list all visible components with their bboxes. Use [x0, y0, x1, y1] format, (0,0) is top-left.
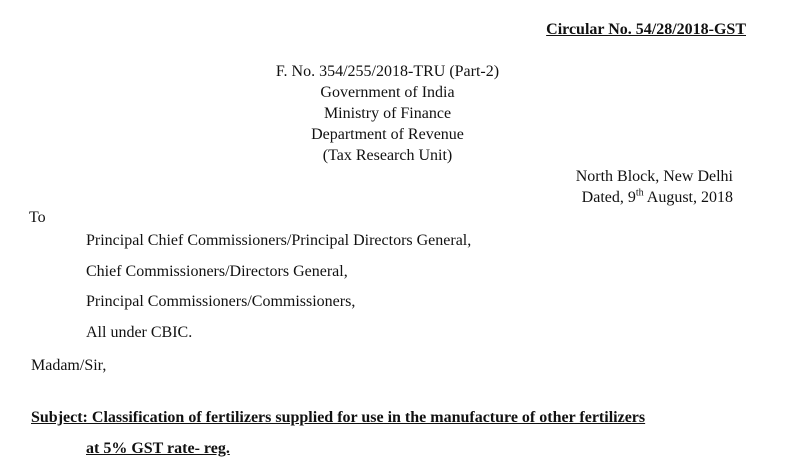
- date-ordinal: th: [635, 187, 644, 199]
- recipient-item: All under CBIC.: [86, 323, 193, 341]
- date-rest: August, 2018: [643, 189, 733, 206]
- to-label: To: [29, 209, 46, 226]
- date: [576, 187, 733, 208]
- file-number: F. No. 354/255/2018-TRU (Part-2): [275, 63, 500, 80]
- recipient-item: Principal Commissioners/Commissioners,: [86, 293, 356, 310]
- circular-number: Circular No. 54/28/2018-GST: [546, 21, 746, 38]
- salutation: Madam/Sir,: [31, 357, 107, 374]
- department-name: Department of Revenue: [311, 126, 464, 143]
- recipients-list: [86, 231, 471, 353]
- government-name: Government of India: [320, 84, 455, 101]
- date-prefix: Dated, 9: [581, 189, 636, 206]
- ministry-name: Ministry of Finance: [323, 105, 452, 122]
- recipient-item: Principal Chief Commissioners/Principal Directors General,: [86, 232, 472, 249]
- subject-line-2: at 5% GST rate- reg.: [86, 440, 230, 457]
- issuer-header: [255, 61, 520, 166]
- subject-line-1: Subject: Classification of fertilizers supplied for use in the manufacture of other fertilizers: [31, 409, 646, 426]
- recipient-item: Chief Commissioners/Directors General,: [86, 262, 348, 280]
- unit-name: (Tax Research Unit): [322, 147, 453, 164]
- place: North Block, New Delhi: [575, 168, 733, 185]
- place-date-block: [576, 166, 733, 208]
